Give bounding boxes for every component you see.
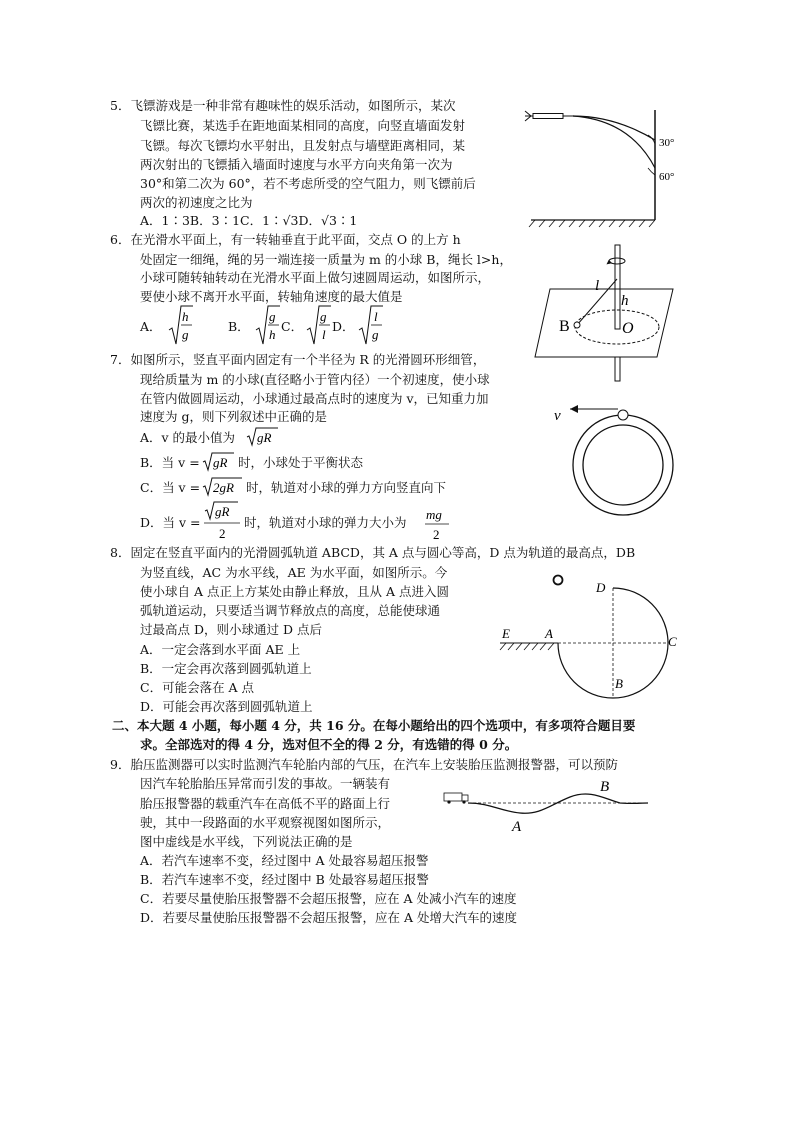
q7-line-4: 速度为 g，则下列叙述中正确的是 [140,409,327,424]
q8-option-d: D．可能会再次落到圆弧轨道上 [140,699,313,714]
angle-60-label: 60° [659,171,675,183]
height-h-label: h [621,293,629,309]
q8-line-5: 过最高点 D，则小球通过 D 点后 [140,622,322,637]
q6-line-1: 6．在光滑水平面上，有一转轴垂直于此平面，交点 O 的上方 h [110,232,461,247]
svg-text:2: 2 [219,526,226,541]
q5-line-6: 两次的初速度之比为 [140,195,253,210]
svg-text:gR: gR [257,430,272,445]
angle-30-label: 30° [659,137,675,149]
truck-icon [444,793,468,804]
point-d-label: D [596,580,606,595]
q7-option-b: B．当 v = [140,455,200,470]
road-profile-figure [440,775,660,835]
rotating-shaft-figure [525,245,675,385]
point-a-road-label: A [512,819,522,835]
q9-line-5: 图中虚线是水平线，下列说法正确的是 [140,834,353,849]
q9-option-b: B．若汽车速率不变，经过图中 B 处最容易超压报警 [140,872,429,887]
point-o-label: O [622,320,634,337]
svg-text:gR: gR [215,504,230,519]
q7-option-c-tail: 时，轨道对小球的弹力方向竖直向下 [246,480,447,495]
svg-text:h: h [182,309,189,324]
q7-option-c-formula [202,476,244,498]
q9-line-4: 驶，其中一段路面的水平观察视图如图所示， [140,815,391,830]
dart-figure [525,100,685,230]
q5-line-5: 30°和第二次为 60°，若不考虑所受的空气阻力，则飞镖前后 [140,176,476,191]
q8-line-1: 8．固定在竖直平面内的光滑圆弧轨道 ABCD，其 A 点与圆心等高，D 点为轨道的最高点，DB [110,545,636,560]
q9-option-a: A．若汽车速率不变，经过图中 A 处最容易超压报警 [140,853,429,868]
q7-option-d-formula [202,500,242,542]
svg-text:g: g [320,309,327,324]
q5-line-1: 5．飞镖游戏是一种非常有趣味性的娱乐活动，如图所示，某次 [110,98,456,113]
q6-option-d-formula [358,302,384,348]
q9-line-2: 因汽车轮胎胎压异常而引发的事故。一辆装有 [140,776,391,791]
point-b-label: B [615,676,623,691]
q8-line-4: 弧轨道运动，只要适当调节释放点的高度，总能使球通 [140,603,441,618]
q8-line-3: 使小球自 A 点正上方某处由静止释放，且从 A 点进入圆 [140,584,449,599]
q9-option-c: C．若要尽量使胎压报警器不会超压报警，应在 A 处减小汽车的速度 [140,891,517,906]
q6-option-b-formula [255,302,281,348]
svg-text:2: 2 [433,527,440,542]
svg-text:l: l [322,327,326,342]
svg-text:mg: mg [426,507,442,522]
svg-text:gR: gR [213,455,228,470]
q7-option-c: C．当 v = [140,480,201,495]
q9-option-d: D．若要尽量使胎压报警器不会超压报警，应在 A 处增大汽车的速度 [140,910,517,925]
q7-option-a: A．v 的最小值为 [140,430,236,445]
q6-option-a-formula [168,302,194,348]
q8-line-2: 为竖直线，AC 为水平线，AE 为水平面，如图所示。今 [140,565,448,580]
q6-option-d-label: D． [332,319,355,334]
q9-line-1: 9．胎压监测器可以实时监测汽车轮胎内部的气压，在汽车上安装胎压监测报警器，可以预防 [110,757,618,772]
svg-text:l: l [374,309,378,324]
q7-line-2: 现给质量为 m 的小球(直径略小于管内径）一个初速度，使小球 [140,372,490,387]
q8-option-a: A．一定会落到水平面 AE 上 [140,642,301,657]
q7-line-3: 在管内做圆周运动，小球通过最高点时的速度为 v，已知重力加 [140,391,489,406]
q5-options: A．1∶3B．3∶1C．1∶√3D．√3∶1 [140,213,358,228]
q6-option-a-label: A． [140,319,162,334]
svg-text:g: g [372,327,379,342]
q5-line-2: 飞镖比赛，某选手在距地面某相同的高度，向竖直墙面发射 [140,118,466,133]
q7-option-a-formula [246,426,280,448]
q5-line-3: 飞镖。每次飞镖均水平射出，且发射点与墙壁距离相同，某 [140,138,466,153]
q9-line-3: 胎压报警器的载重汽车在高低不平的路面上行 [140,796,391,811]
q6-line-4: 要使小球不离开水平面，转轴角速度的最大值是 [140,289,403,304]
q8-option-b: B．一定会再次落到圆弧轨道上 [140,661,312,676]
svg-text:g: g [182,327,189,342]
q5-line-4: 两次射出的飞镖插入墙面时速度与水平方向夹角第一次为 [140,157,453,172]
q7-option-b-tail: 时，小球处于平衡状态 [238,455,364,470]
arc-track-figure [500,570,690,700]
q7-option-d-answer [424,504,452,544]
circular-tube-figure [540,400,680,520]
svg-text:g: g [269,309,276,324]
svg-text:2gR: 2gR [213,480,234,495]
point-b-road-label: B [600,779,610,795]
section-2-line-1: 二、本大题 4 小题，每小题 4 分，共 16 分。在每小题给出的四个选项中，有多项符合题目要 [112,718,636,733]
point-a-label: A [545,626,553,641]
q6-line-2: 处固定一细绳，绳的另一端连接一质量为 m 的小球 B，绳长 l>h， [140,252,512,267]
q6-option-c-formula [306,302,332,348]
point-e-label: E [502,626,510,641]
velocity-v-label: v [554,408,561,424]
q7-option-d-tail: 时，轨道对小球的弹力大小为 [244,515,407,530]
q8-option-c: C．可能会落在 A 点 [140,680,255,695]
q7-line-1: 7．如图所示，竖直平面内固定有一个半径为 R 的光滑圆环形细管， [110,352,486,367]
q6-option-c-label: C． [281,319,304,334]
q7-option-d: D．当 v = [140,515,201,530]
point-c-label: C [668,634,677,649]
dart-icon [525,111,573,121]
q6-option-b-label: B． [228,319,250,334]
section-2-line-2: 求。全部选对的得 4 分，选对但不全的得 2 分，有选错的得 0 分。 [140,737,518,752]
length-l-label: l [595,278,600,294]
q7-option-b-formula [202,451,236,473]
svg-text:h: h [269,327,276,342]
q6-line-3: 小球可随转轴转动在光滑水平面上做匀速圆周运动，如图所示， [140,270,491,285]
ball-b-label: B [559,318,570,335]
